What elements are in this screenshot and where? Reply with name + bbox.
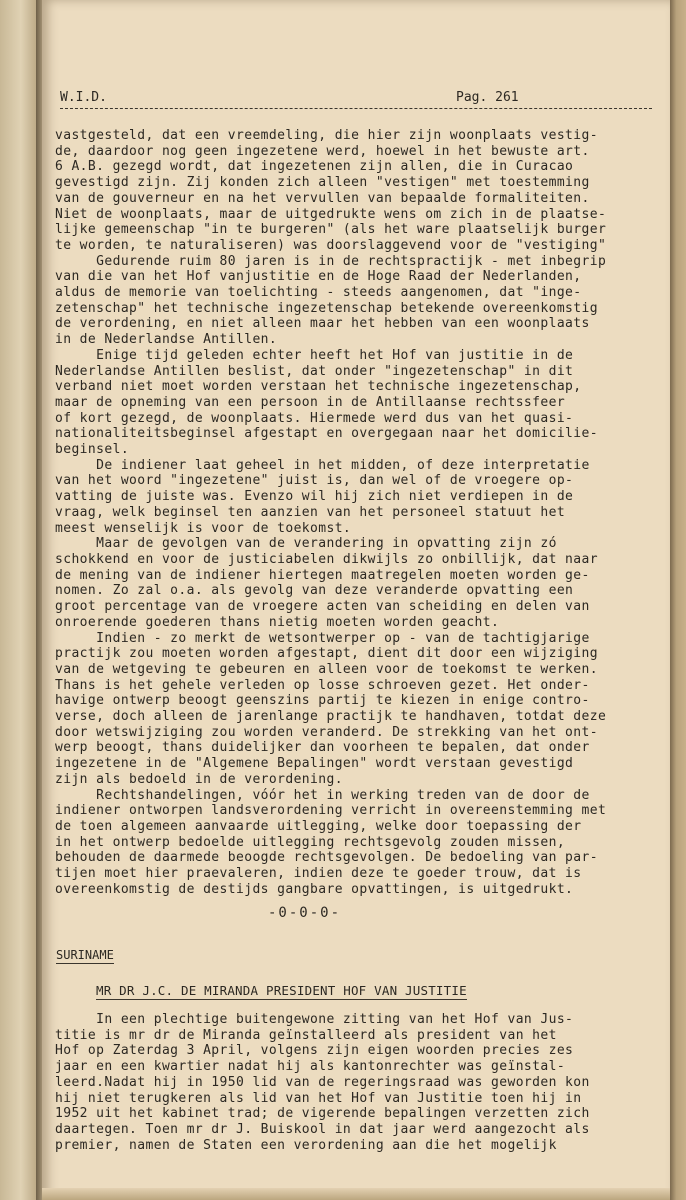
- text-line: Niet de woonplaats, maar de uitgedrukte wens om zich in de plaatse-: [55, 206, 607, 222]
- text-line: werp beoogt, thans duidelijker dan voorheen te bepalen, dat onder: [55, 740, 590, 756]
- text-line: de toen algemeen aanvaarde uitlegging, welke door toepassing der: [55, 818, 582, 834]
- text-line: leerd.Nadat hij in 1950 lid van de regeringsraad was geworden kon: [55, 1074, 590, 1090]
- text-line: door wetswijziging zou worden veranderd. De strekking van het ont-: [55, 724, 598, 740]
- text-line: van de wetgeving te gebeuren en alleen voor de toekomst te werken.: [55, 661, 598, 677]
- text-line: van die van het Hof vanjustitie en de Hoge Raad der Nederlanden,: [55, 269, 582, 285]
- text-line: tijen moet hier praevaleren, indien deze te goeder trouw, dat is: [55, 866, 582, 882]
- text-line: in het ontwerp bedoelde uitlegging rechtsgevolg zouden missen,: [55, 834, 566, 850]
- text-line: te worden, te naturaliseren) was doorslaggevend voor de "vestiging": [55, 237, 607, 253]
- text-line: premier, namen de Staten een verordening aan die het mogelijk: [55, 1137, 557, 1153]
- text-line: beginsel.: [55, 442, 130, 458]
- text-line: aldus de memorie van toelichting - steeds aangenomen, dat "inge-: [55, 285, 582, 301]
- text-line: De indiener laat geheel in het midden, of deze interpretatie: [55, 457, 590, 473]
- page-bottom-edge: [42, 1188, 670, 1200]
- text-line: schokkend en voor de justiciabelen dikwijls zo onbillijk, dat naar: [55, 551, 598, 567]
- text-line: van de gouverneur en na het vervullen van bepaalde formaliteiten.: [55, 190, 590, 206]
- text-line: verband niet moet worden verstaan het technische ingezetenschap,: [55, 379, 582, 395]
- article-body: [55, 1012, 590, 1153]
- section-separator: -0-0-0-: [268, 905, 342, 921]
- text-line: Maar de gevolgen van de verandering in opvatting zijn zó: [55, 536, 557, 552]
- text-line: de mening van de indiener hiertegen maatregelen moeten worden ge-: [55, 567, 590, 583]
- text-line: maar de opneming van een persoon in de Antillaanse rechtssfeer: [55, 394, 566, 410]
- text-line: Gedurende ruim 80 jaren is in de rechtspractijk - met inbegrip: [55, 253, 607, 269]
- text-line: hij niet terugkeren als lid van het Hof van Justitie toen hij in: [55, 1090, 582, 1106]
- text-line: Hof op Zaterdag 3 April, volgens zijn eigen woorden precies zes: [55, 1043, 574, 1059]
- text-line: Thans is het gehele verleden op losse schroeven gezet. Het onder-: [55, 677, 590, 693]
- text-line: lijke gemeenschap "in te burgeren" (als het ware plaatselijk burger: [55, 222, 607, 238]
- text-line: nationaliteitsbeginsel afgestapt en overgegaan naar het domicilie-: [55, 426, 598, 442]
- text-line: Enige tijd geleden echter heeft het Hof van justitie in de: [55, 347, 574, 363]
- text-line: gevestigd zijn. Zij konden zich alleen "vestigen" met toestemming: [55, 175, 590, 191]
- text-line: in de Nederlandse Antillen.: [55, 332, 278, 348]
- text-line: meest wenselijk is voor de toekomst.: [55, 520, 352, 536]
- text-line: vatting de juiste was. Evenzo wil hij zich niet verdiepen in de: [55, 489, 574, 505]
- text-line: overeenkomstig de destijds gangbare opvattingen, is uitgedrukt.: [55, 881, 574, 897]
- text-line: indiener ontworpen landsverordening verricht in overeenstemming met: [55, 803, 607, 819]
- text-line: In een plechtige buitengewone zitting van het Hof van Jus-: [55, 1012, 574, 1027]
- text-line: de verordening, en niet alleen maar het hebben van een woonplaats: [55, 316, 590, 332]
- text-line: vastgesteld, dat een vreemdeling, die hier zijn woonplaats vestig-: [55, 128, 598, 143]
- text-line: vraag, welk beginsel ten aanzien van het personeel statuut het: [55, 504, 566, 520]
- text-line: zetenschap" het technische ingezetenschap betekende overeenkomstig: [55, 300, 598, 316]
- body-text: [55, 128, 606, 897]
- text-line: verse, doch alleen de jarenlange practijk te handhaven, totdat deze: [55, 709, 607, 725]
- text-line: daartegen. Toen mr dr J. Buiskool in dat jaar werd aangezocht als: [55, 1121, 590, 1137]
- text-line: de, daardoor nog geen ingezetene werd, hoewel in het bewuste art.: [55, 143, 590, 159]
- text-line: van het woord "ingezetene" juist is, dan wel of de vroegere op-: [55, 473, 574, 489]
- text-line: practijk zou moeten worden afgestapt, dient dit door een wijziging: [55, 646, 598, 662]
- text-line: groot percentage van de vroegere acten van scheiding en delen van: [55, 599, 590, 615]
- facing-page-edge: [0, 0, 38, 1200]
- text-line: jaar en een kwartier nadat hij als kantonrechter was geïnstal-: [55, 1059, 566, 1075]
- text-line: nomen. Zo zal o.a. als gevolg van deze veranderde opvatting een: [55, 583, 574, 599]
- article-title: MR DR J.C. DE MIRANDA PRESIDENT HOF VAN JUSTITIE: [96, 983, 467, 998]
- text-line: of kort gezegd, de woonplaats. Hiermede werd dus van het quasi-: [55, 410, 574, 426]
- text-line: titie is mr dr de Miranda geïnstalleerd als president van het: [55, 1027, 557, 1043]
- text-line: zijn als bedoeld in de verordening.: [55, 771, 343, 787]
- text-line: havige ontwerp beoogt geenszins partij te kiezen in enige contro-: [55, 693, 590, 709]
- text-line: Rechtshandelingen, vóór het in werking treden van de door de: [55, 787, 590, 803]
- text-line: Indien - zo merkt de wetsontwerper op - van de tachtigjarige: [55, 630, 590, 646]
- header-page-number: Pag. 261: [456, 90, 519, 105]
- text-line: ingezetene in de "Algemene Bepalingen" wordt verstaan gevestigd: [55, 756, 574, 772]
- running-header: [60, 90, 652, 109]
- text-line: onroerende goederen thans nietig moeten worden geacht.: [55, 614, 500, 630]
- header-publication: W.I.D.: [60, 90, 107, 105]
- text-line: 6 A.B. gezegd wordt, dat ingezetenen zijn allen, die in Curacao: [55, 159, 574, 175]
- section-label: SURINAME: [56, 948, 114, 962]
- text-line: behouden de daarmede beoogde rechtsgevolgen. De bedoeling van par-: [55, 850, 598, 866]
- text-line: Nederlandse Antillen beslist, dat onder "ingezetenschap" in dit: [55, 363, 574, 379]
- page-stack-edge: [670, 0, 686, 1200]
- text-line: 1952 uit het kabinet trad; de vigerende bepalingen verzetten zich: [55, 1106, 590, 1122]
